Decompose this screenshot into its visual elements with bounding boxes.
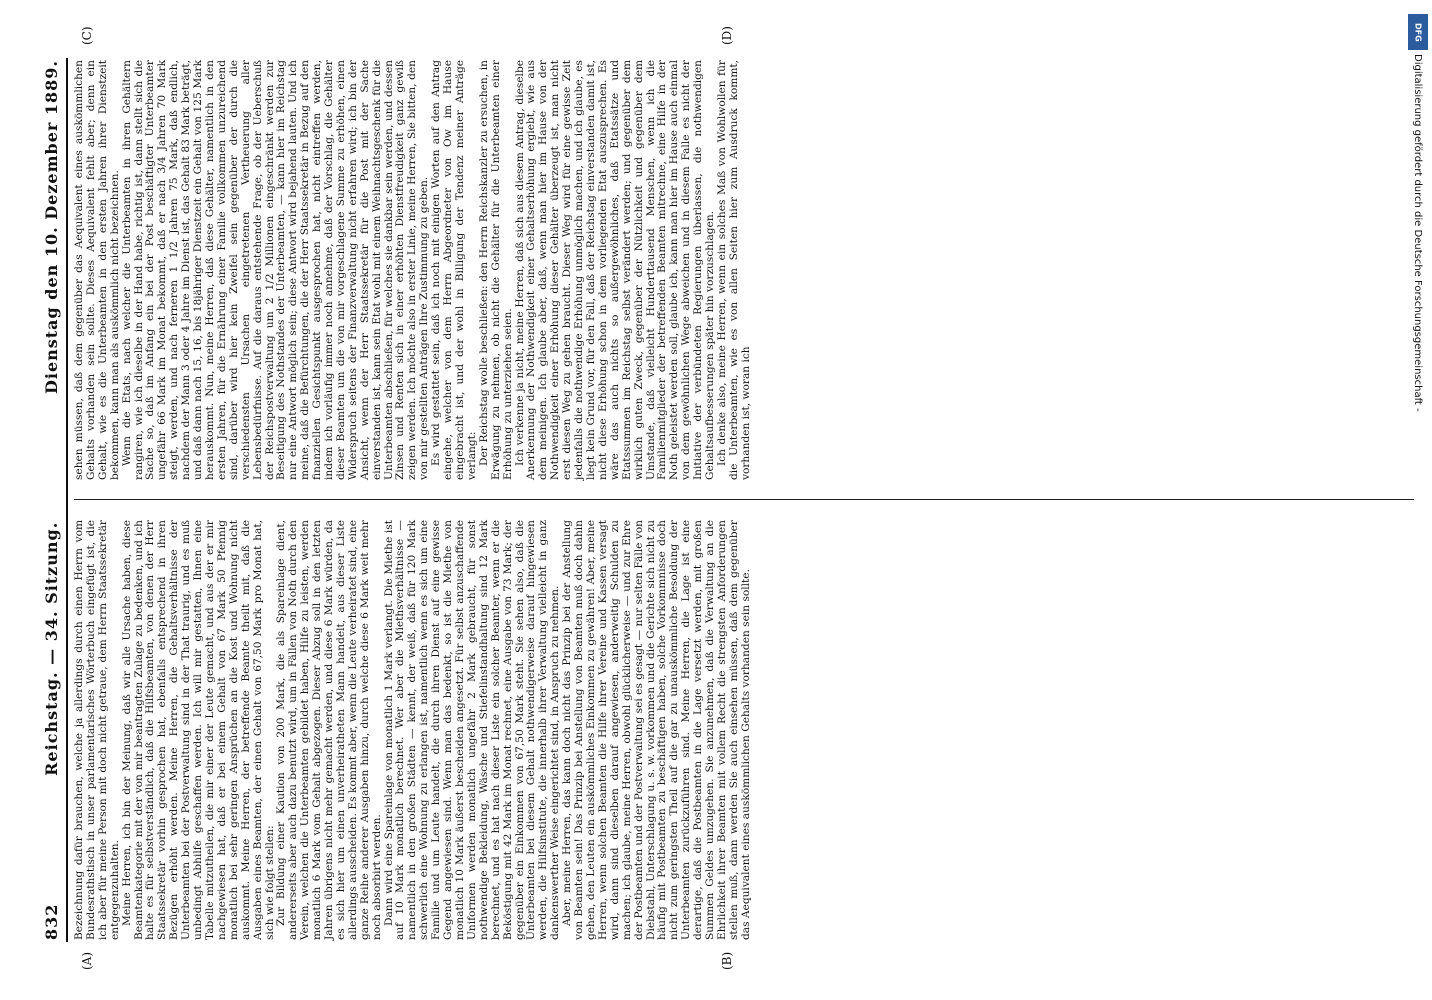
paragraph: Ich verkenne ja nicht, meine Herren, daß sich aus diesem Antrag, dieselbe Anerkennung der Nothwendigkeit einer Gehaltserhöhung ergiebt, wie aus dem meinigen. Ich glaube aber, daß, wenn man hier im Hause von der Nothwendigkeit einer Erhöhung dieser Gehälter überzeugt ist, man nicht erst diesen Weg zu gehen braucht. Dieser Weg wird für eine gewisse Zeit jedenfalls die nothwendige Erhöhung unmöglich machen, und ich glaube, es liegt kein Grund vor, für den Fall, daß der Reichstag einverstanden damit ist, nicht diese Erhöhung schon in dem vorliegenden Etat auszusprechen. Es wäre das auch nichts so außergewöhnliches, daß Etatssätze und Etatssummen im Reichstag selbst verändert werden; und gegenüber dem wirklich guten Zweck, gegenüber der Nützlichkeit und gegenüber dem Umstande, daß vielleicht Hunderttausend Menschen, wenn ich die Familienmitglieder der betreffenden Beamten mitrechne, eine Hilfe in der Noth geleistet werden soll, glaube ich, kann man hier im Hause auch einmal von dem gewöhnlichen Wege abweichen und in diesem Falle es nicht der Initiative der verbündeten Regierungen überlassen, die nothwendigen Gehaltsaufbesserungen später hin vorzuschlagen. xyxy=(513,60,717,480)
header-rule xyxy=(66,58,68,942)
paragraph: sehen müssen, daß dem gegenüber das Aequivalent eines auskömmlichen Gehalts vorhanden sein sollte. Dieses Aequivalent fehlt aber; denn ein Gehalt, wie es die Unterbeamten in den ersten Jahren ihrer Dienstzeit bekommen, kann man als auskömmlich nicht bezeichnen. xyxy=(73,60,121,480)
column-divider xyxy=(74,499,1414,500)
page-number: 832 xyxy=(41,903,61,940)
paragraph: Meine Herren, ich bin der Meinung, daß wir alle Ursache haben, diese Beamtenkategorie mit der von mir beantragten Zulage zu bedenken, und ich halte es für selbstverständlich, daß die Hilfsbeamten, von denen der Herr Staatssekretär vorhin gesprochen hat, ebenfalls entsprechend in ihren Bezügen erhöht werden. Meine Herren, die Gehaltsverhältnisse der Unterbeamten bei der Postverwaltung sind in der That traurig, und es muß unbedingt Abhilfe geschaffen werden. Ich will mir gestatten, Ihnen eine Tabelle mitzutheilen, die mir einer der Leute gemacht, und aus der er mir nachgewiesen hat, daß er bei einem Gehalt von 67 Mark 50 Pfennig monatlich bei sehr geringen Ansprüchen an die Kost und Wohnung nicht auskommt. Meine Herren, der betreffende Beamte theilt mit, daß die Ausgaben eines Beamten, der einen Gehalt von 67,50 Mark pro Monat hat, sich wie folgt stellen: xyxy=(120,520,276,940)
paragraph: Der Reichstag wolle beschließen: den Herrn Reichskanzler zu ersuchen, in Erwägung zu nehmen, ob nicht die Gehälter für die Unterbeamten einer Erhöhung zu unterziehen seien. xyxy=(477,60,514,480)
right-running-title: Dienstag den 10. Dezember 1889. xyxy=(41,60,61,394)
margin-marker-b: (B) xyxy=(720,951,734,970)
paragraph: Bezeichnung dafür brauchen, welche ja allerdings durch einen Herrn vom Bundesrathstisch in unser parlamentarisches Wörterbuch eingefügt ist, die ich aber für meine Person mit doch nicht getraue, dem Herrn Staatssekretär entgegenzuhalten. xyxy=(73,520,121,940)
dfg-logo: DFG xyxy=(1408,14,1428,50)
right-text-column xyxy=(74,60,753,480)
margin-marker-c: (C) xyxy=(80,26,94,45)
paragraph: Dann wird eine Spareinlage von monatlich 1 Mark verlangt. Die Miethe ist auf 10 Mark monatlich berechnet. Wer aber die Miethsverhältnisse — namentlich in den großen Städten — kennt, der weiß, daß für 120 Mark schwerlich eine Wohnung zu erlangen ist, namentlich wenn es sich um eine Familie und um Leute handelt, die durch ihren Dienst auf eine gewisse Gegend angewiesen sind. Wenn man das bedenkt, so ist die Miethe von monatlich 10 Mark äußerst bescheiden angesetzt. Für selbst anzuschaffende Uniformen werden monatlich ungefähr 2 Mark gebraucht, für sonst nothwendige Bekleidung, Wäsche und Stiefelinstandhaltung sind 12 Mark berechnet, und es hat nach dieser Liste ein solcher Beamter, wenn er die Beköstigung mit 42 Mark im Monat rechnet, eine Ausgabe von 73 Mark; der gegenüber ein Einkommen von 67,50 Mark steht. Sie sehen also, daß die Unterbeamten bei diesem Gehalt nothwendigerweise darauf hingewiesen werden, die Hilfsinstitute, die innerhalb ihrer Verwaltung vielleicht in ganz dankenswerther Weise eingerichtet sind, in Anspruch zu nehmen. xyxy=(382,520,562,940)
paragraph: Ich denke also, meine Herren, wenn ein solches Maß von Wohlwollen für die Unterbeamten, wie es von allen Seiten hier zum Ausdruck kommt, vorhanden ist, woran ich xyxy=(715,60,752,480)
paragraph: Wenn die Etats, nach welcher die Unterbeamten in ihren Gehältern rangiren, wie ich dieselbe in der Hand habe, richtig ist, dann stellt sich die Sache so, daß im Anfang ein bei der Post beschäftigter Unterbeamter ungefähr 66 Mark im Monat bekommt, daß er nach 3/4 Jahren 70 Mark steigt, werden, und nach ferneren 1 1/2 Jahren 75 Mark, daß endlich, nachdem der Mann 3 oder 4 Jahre im Dienst ist, das Gehalt 83 Mark beträgt, und daß dann nach 15, 16, bis 18jähriger Dienstzeit ein Gehalt von 125 Mark herauskommt. Nun, meine Herren, daß diese Gehälter, namentlich in den ersten Jahren, für die Ernährung einer Familie vollkommen unzureichend sind, darüber wird hier kein Zweifel sein gegenüber der durch die verschiedensten Ursachen eingetretenen Vertheuerung aller Lebensbedürfnisse. Auf die daraus entstehende Frage, ob der Ueberschuß der Reichspostverwaltung um 2 1/2 Millionen eingeschränkt werden zur Beseitigung des Nothstandes der Unterbeamten, — kann hier im Reichstag nur eine Antwort möglich sein; diese Antwort wird bejahend lauten. Und ich meine, daß die Befürchtungen, die der Herr Staatssekretär in Bezug auf den finanziellen Gesichtspunkt ausgesprochen hat, nicht eintreffen werden, indem ich vorläufig immer noch annehme, daß der Vorschlag, die Gehälter dieser Beamten um die von mir vorgeschlagene Summe zu erhöhen, einen Widerspruch seitens der Finanzverwaltung nicht erfahren wird; ich bin der Ansicht, wenn der Herr Staatssekretär für die Post mit der Sache einverstanden ist, kann sein Etat wohl mit einem Weihnachtsgeschenk für die Unterbeamten abschließen, für welches sie dankbar sein werden, und dessen Zinsen und Renten sich in einer erhöhten Dienstfreudigkeit ganz gewiß zeigen werden. Ich möchte also in erster Linie, meine Herren, Sie bitten, den von mir gestellten Anträgen Ihre Zustimmung zu geben. xyxy=(120,60,431,480)
margin-marker-d: (D) xyxy=(720,26,734,45)
paragraph: Aber, meine Herren, das kann doch nicht das Prinzip bei der Anstellung von Beamten sein! Das Prinzip bei Anstellung von Beamten muß doch dahin gehen, den Leuten ein auskömmliches Einkommen zu gewähren! Aber, meine Herren, wenn solchen Beamten die Hilfe ihrer Vereine und Kassen versagt wird, dann sind dieselben darauf angewiesen, anderweitig Schulden zu machen; ich glaube, meine Herren, obwohl glücklicherweise — und zur Ehre der Postbeamten und der Postverwaltung sei es gesagt — nur selten Fälle von Diebstahl, Unterschlagung u. s. w. vorkommen und die Gerichte sich nicht zu häufig mit Postbeamten zu beschäftigen haben, solche Vorkommnisse doch nicht zum geringsten Theil auf die gar zu unauskömmliche Besoldung der Unterbeamten zurückzuführen sind. Meine Herren, die Lage ist eine derartige, daß die Postbeamten in die Lage versetzt werden, mit großen Summen Geldes umzugehen. Sie anzunehmen, daß die Verwaltung an die Ehrlichkeit ihrer Beamten mit vollem Recht die strengsten Anforderungen stellen muß, dann werden Sie auch einsehen müssen, daß dem gegenüber das Aequivalent eines auskömmlichen Gehalts vorhanden sein sollte. xyxy=(561,520,752,940)
paragraph: Zur Bildung einer Kaution von 200 Mark, die als Spareinlage dient, andererseits aber auch dazu benutzt wird, um in Fällen von Noth durch den Verein, welchen die Unterbeamten gebildet haben, Hilfe zu leisten, werden monatlich 6 Mark vom Gehalt abgezogen. Dieser Abzug soll in den letzten Jahren übrigens nicht mehr gemacht werden, und diese 6 Mark würden, da es sich hier um einen unverheiratheten Mann handelt, aus dieser Liste allerdings ausscheiden. Es kommt aber, wenn die Leute verheiratet sind, eine ganze Reihe anderer Ausgaben hinzu, durch welche diese 6 Mark weit mehr noch absorbirt werden. xyxy=(275,520,383,940)
digitization-stamp xyxy=(1408,14,1430,734)
left-text-column xyxy=(74,520,753,940)
paragraph: Es wird gestattet sein, daß ich noch mit einigen Worten auf den Antrag eingehe, welcher von dem Herrn Abgeordneter von Ow im Hause eingebracht ist, und der wohl in Billigung der Tendenz meiner Anträge verlangt: xyxy=(430,60,478,480)
digitization-credit: Digitalisierung gefördert durch die Deutsche Forschungsgemeinschaft - xyxy=(1412,54,1423,412)
left-running-title: Reichstag. — 34. Sitzung. xyxy=(41,521,61,776)
running-head xyxy=(40,60,62,940)
margin-marker-a: (A) xyxy=(80,951,94,970)
